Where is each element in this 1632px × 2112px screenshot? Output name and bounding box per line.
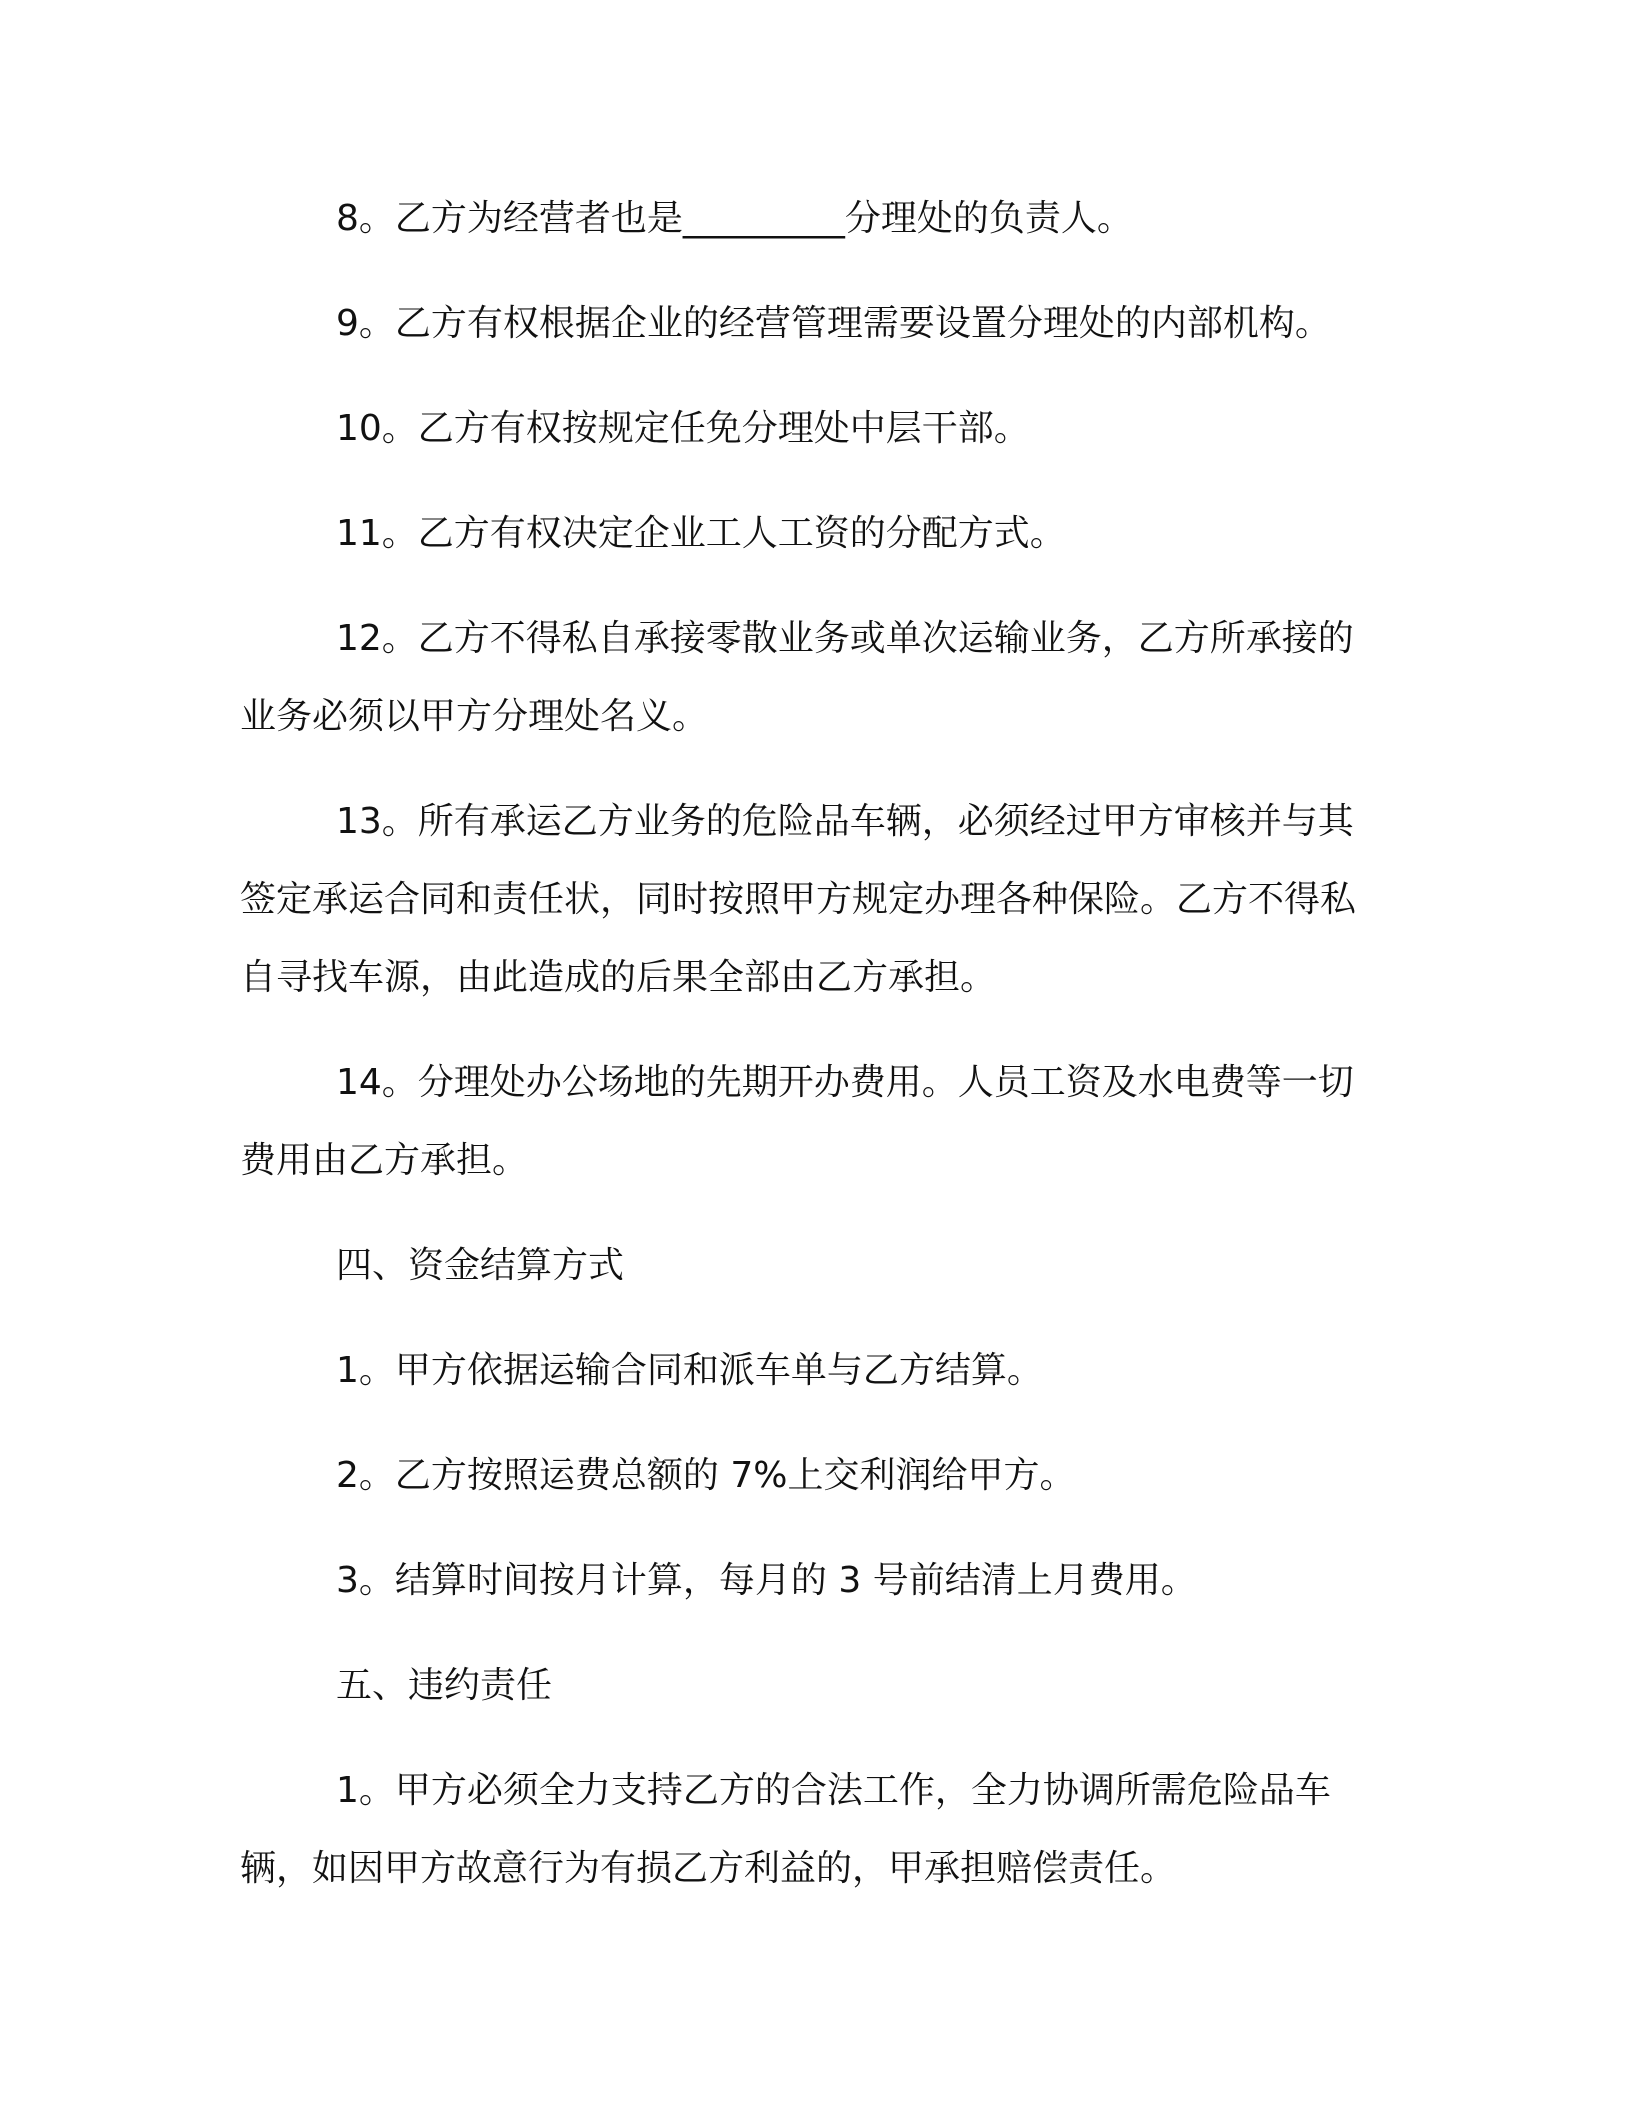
clause-14: 14。分理处办公场地的先期开办费用。人员工资及水电费等一切费用由乙方承担。: [240, 1062, 1354, 1181]
section-heading-settlement: 四、资金结算方式: [336, 1245, 625, 1286]
clause-8: 8。乙方为经营者也是_________分理处的负责人。: [336, 198, 1133, 239]
settlement-item-2: 2。乙方按照运费总额的 7%上交利润给甲方。: [336, 1455, 1076, 1496]
clause-12: 12。乙方不得私自承接零散业务或单次运输业务，乙方所承接的业务必须以甲方分理处名义。: [240, 618, 1354, 737]
clause-11: 11。乙方有权决定企业工人工资的分配方式。: [336, 513, 1066, 554]
clause-9: 9。乙方有权根据企业的经营管理需要设置分理处的内部机构。: [336, 303, 1331, 344]
clause-13: 13。所有承运乙方业务的危险品车辆，必须经过甲方审核并与其签定承运合同和责任状，同时按照甲方规定办理各种保险。乙方不得私自寻找车源，由此造成的后果全部由乙方承担。: [240, 801, 1357, 998]
settlement-item-3: 3。结算时间按月计算，每月的 3 号前结清上月费用。: [336, 1560, 1197, 1601]
breach-item-1: 1。甲方必须全力支持乙方的合法工作，全力协调所需危险品车辆，如因甲方故意行为有损乙方利益的，甲承担赔偿责任。: [240, 1770, 1331, 1889]
document-body: [240, 180, 1388, 1908]
section-heading-breach: 五、违约责任: [336, 1665, 553, 1706]
clause-10: 10。乙方有权按规定任免分理处中层干部。: [336, 408, 1030, 449]
settlement-item-1: 1。甲方依据运输合同和派车单与乙方结算。: [336, 1350, 1043, 1391]
